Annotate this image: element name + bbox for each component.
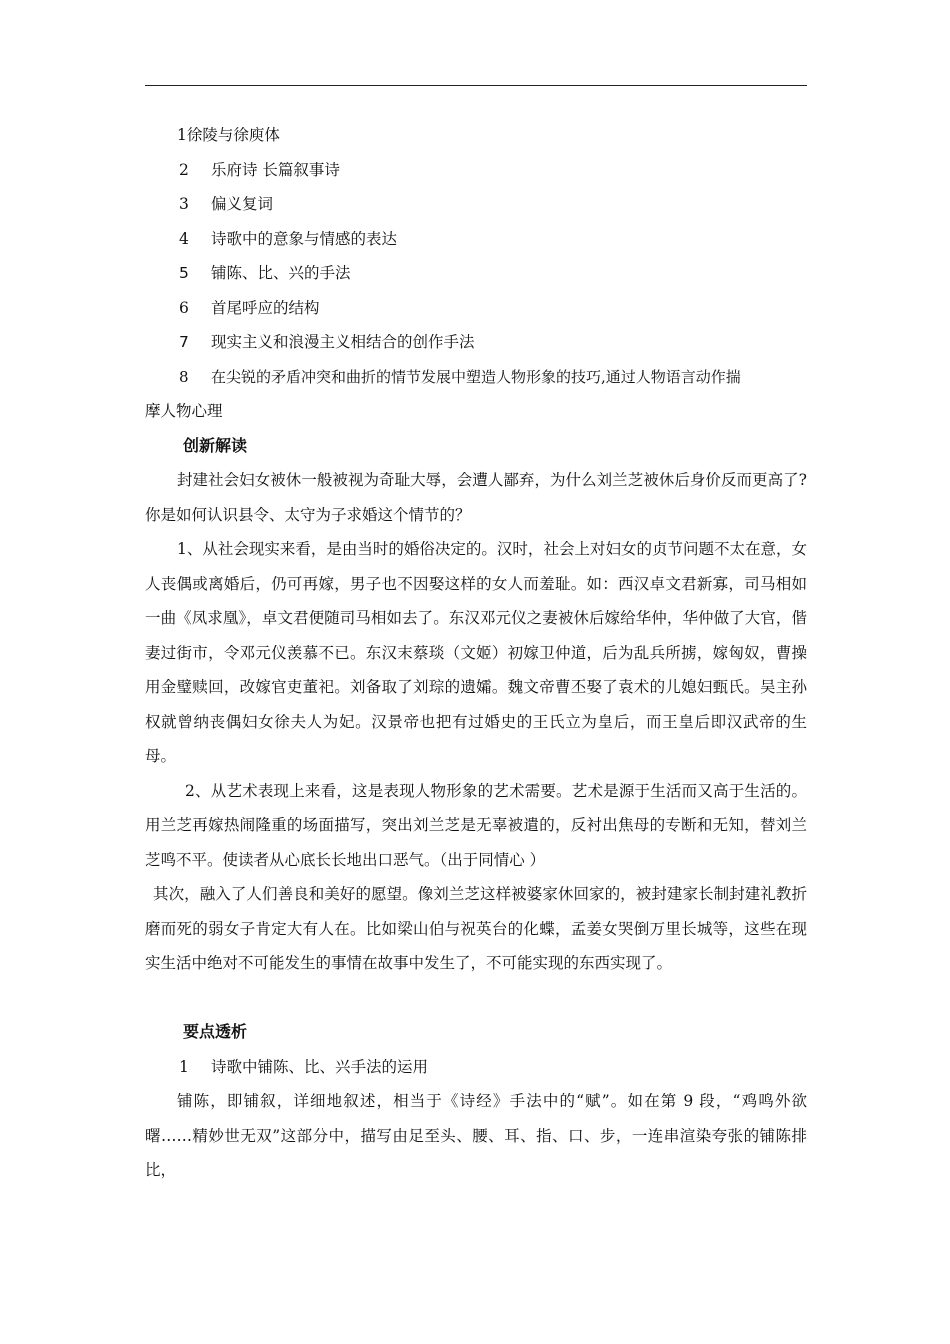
list-item: 6 首尾呼应的结构: [179, 298, 320, 317]
answer-paragraph-3: 其次，融入了人们善良和美好的愿望。像刘兰芝这样被婆家休回家的，被封建家长制封建礼教折磨而死的弱女子肯定大有人在。比如梁山伯与祝英台的化蝶，孟姜女哭倒万里长城等，这些在现实生活中绝对不可能发生的事情在故事中发生了，不可能实现的东西实现了。: [145, 885, 807, 972]
document-page: [145, 118, 807, 1188]
answer-paragraph-2: 2、从艺术表现上来看，这是表现人物形象的艺术需要。艺术是源于生活而又高于生活的。用兰芝再嫁热闹隆重的场面描写，突出刘兰芝是无辜被遣的，反衬出焦母的专断和无知，替刘兰芝鸣不平。使读者从心底长长地出口恶气。（出于同情心 ）: [145, 781, 807, 869]
header-rule: [145, 85, 807, 86]
section-heading-key-points: 要点透析: [183, 1022, 248, 1041]
list-item: 2 乐府诗 长篇叙事诗: [179, 160, 340, 179]
answer-paragraph-1: 1、从社会现实来看，是由当时的婚俗决定的。汉时，社会上对妇女的贞节问题不太在意，女人丧偶或离婚后，仍可再嫁，男子也不因娶这样的女人而羞耻。如：西汉卓文君新寡，司马相如一曲《凤求凰》，卓文君便随司马相如去了。东汉邓元仪之妻被休后嫁给华仲，华仲做了大官，偕妻过街市，令邓元仪羡慕不已。东汉末蔡琰（文姬）初嫁卫仲道，后为乱兵所掳，嫁匈奴，曹操用金璧赎回，改嫁官吏董祀。刘备取了刘琮的遗孀。魏文帝曹丕娶了袁术的儿媳妇甄氏。吴主孙权就曾纳丧偶妇女徐夫人为妃。汉景帝也把有过婚史的王氏立为皇后，而王皇后即汉武帝的生母。: [145, 540, 807, 765]
question-paragraph: 封建社会妇女被休一般被视为奇耻大辱，会遭人鄙弃，为什么刘兰芝被休后身价反而更高了?你是如何认识县令、太守为子求婚这个情节的？: [145, 471, 807, 524]
key-points-paragraph: 铺陈，即铺叙，详细地叙述，相当于《诗经》手法中的“赋”。如在第 9 段，“鸡鸣外欲曙……精妙世无双”这部分中，描写由足至头、腰、耳、指、口、步，一连串渲染夸张的铺陈排比，: [145, 1092, 807, 1179]
list-item-continuation: 摩人物心理: [145, 402, 223, 420]
list-item: 4 诗歌中的意象与情感的表达: [179, 229, 398, 248]
list-item: 1徐陵与徐庾体: [177, 126, 280, 144]
list-item: 3 偏义复词: [179, 195, 274, 213]
list-item: 1 诗歌中铺陈、比、兴手法的运用: [179, 1057, 429, 1076]
list-item: 7 现实主义和浪漫主义相结合的创作手法: [179, 333, 475, 351]
list-item: 8 在尖锐的矛盾冲突和曲折的情节发展中塑造人物形象的技巧,通过人物语言动作揣: [179, 367, 741, 386]
spacer: [145, 981, 807, 1016]
section-heading-innovation: 创新解读: [183, 435, 248, 455]
list-item: 5 铺陈、比、兴的手法: [179, 264, 351, 282]
